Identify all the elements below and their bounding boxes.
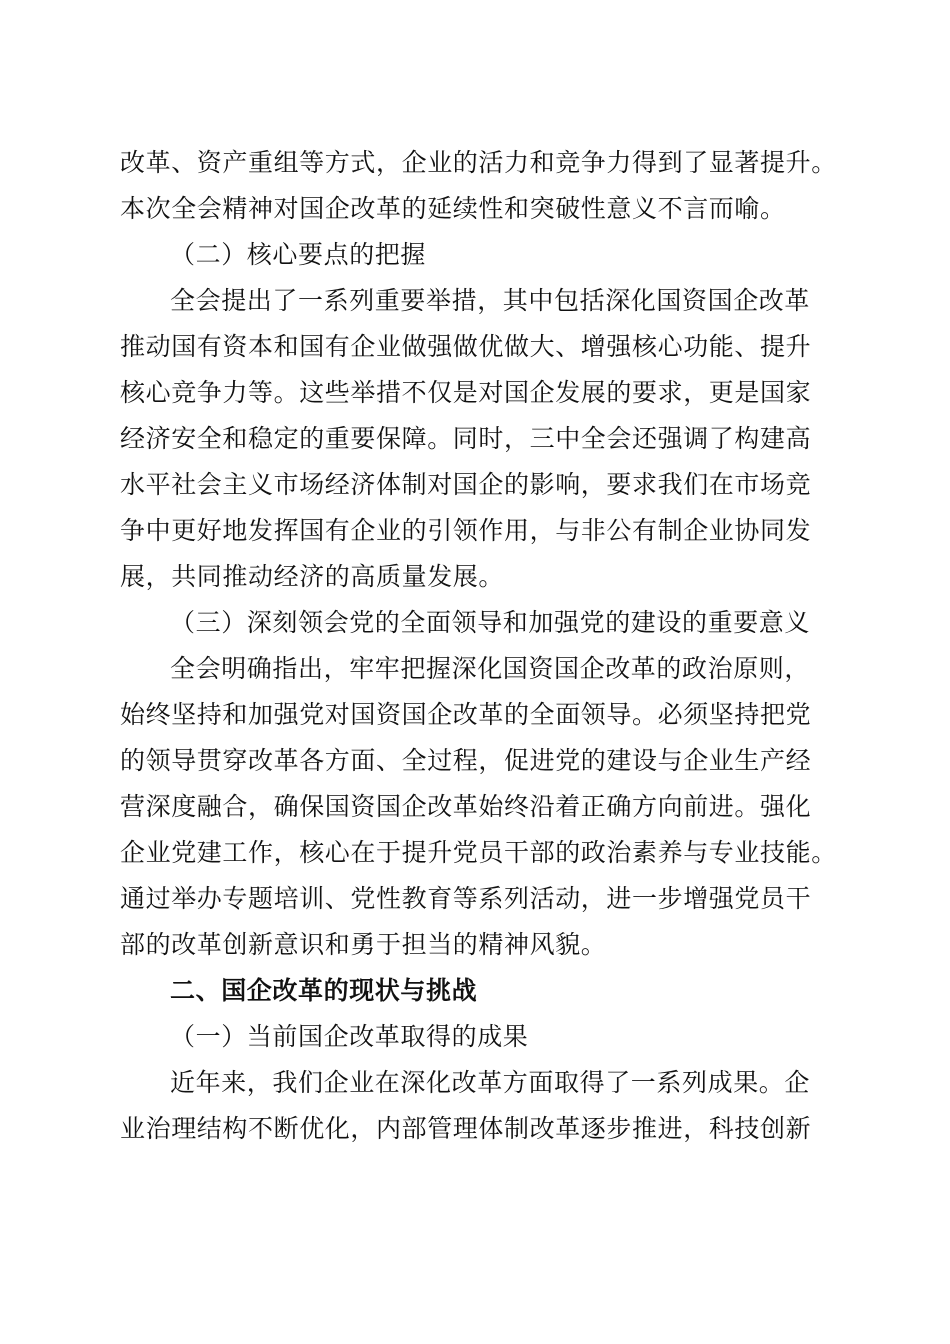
sub-heading-party-leadership: （三）深刻领会党的全面领导和加强党的建设的重要意义 [170,608,811,637]
body-line: 业治理结构不断优化，内部管理体制改革逐步推进，科技创新 [120,1114,812,1143]
paragraph-start-line: 全会明确指出，牢牢把握深化国资国企改革的政治原则， [170,654,811,683]
body-line: 经济安全和稳定的重要保障。同时，三中全会还强调了构建高 [120,424,812,453]
body-line: 营深度融合，确保国资国企改革始终沿着正确方向前进。强化 [120,792,812,821]
body-line: 企业党建工作，核心在于提升党员干部的政治素养与专业技能。 [120,838,837,867]
body-line: 争中更好地发挥国有企业的引领作用，与非公有制企业协同发 [120,516,812,545]
body-line: 展，共同推动经济的高质量发展。 [120,562,505,591]
paragraph-start-line: 近年来，我们企业在深化改革方面取得了一系列成果。企 [170,1068,811,1097]
body-line: 通过举办专题培训、党性教育等系列活动，进一步增强党员干 [120,884,812,913]
sub-heading-current-results: （一）当前国企改革取得的成果 [170,1022,529,1051]
body-line: 的领导贯穿改革各方面、全过程，促进党的建设与企业生产经 [120,746,812,775]
section-heading-status-challenges: 二、国企改革的现状与挑战 [170,976,478,1005]
body-line: 始终坚持和加强党对国资国企改革的全面领导。必须坚持把党 [120,700,812,729]
paragraph-start-line: 全会提出了一系列重要举措，其中包括深化国资国企改革 [170,286,811,315]
body-line: 改革、资产重组等方式，企业的活力和竞争力得到了显著提升。 [120,148,837,177]
sub-heading-core-points: （二）核心要点的把握 [170,240,427,269]
body-line: 部的改革创新意识和勇于担当的精神风貌。 [120,930,607,959]
body-line: 本次全会精神对国企改革的延续性和突破性意义不言而喻。 [120,194,786,223]
body-line: 推动国有资本和国有企业做强做优做大、增强核心功能、提升 [120,332,812,361]
document-body [120,140,840,1152]
body-line: 水平社会主义市场经济体制对国企的影响，要求我们在市场竞 [120,470,812,499]
body-line: 核心竞争力等。这些举措不仅是对国企发展的要求，更是国家 [120,378,812,407]
